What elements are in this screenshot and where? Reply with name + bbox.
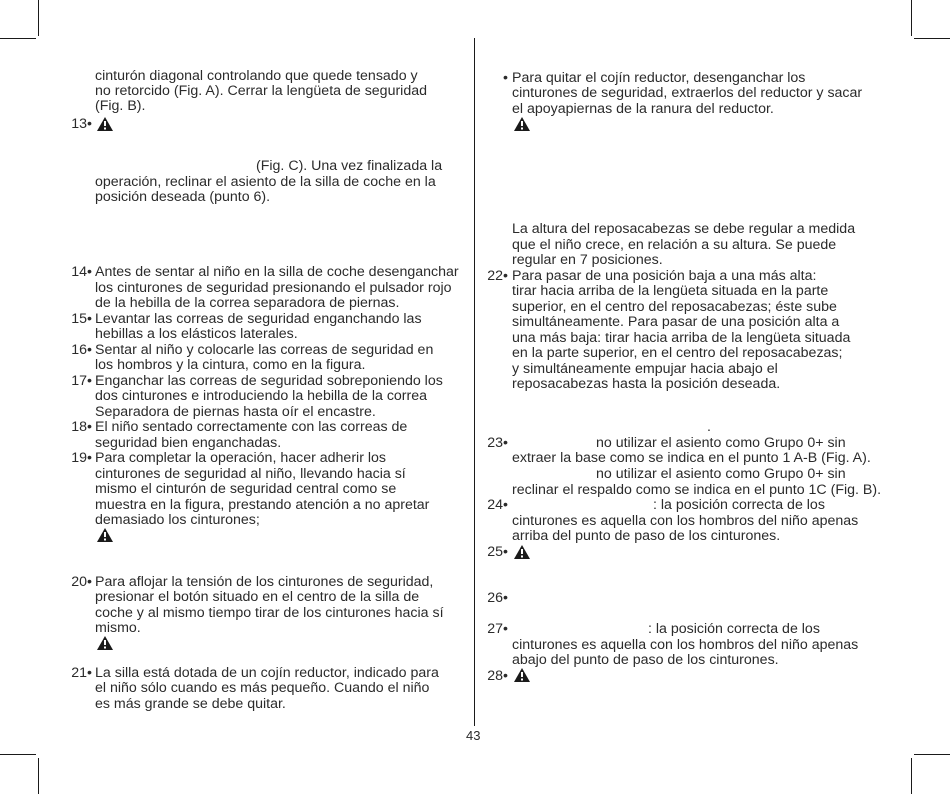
item-number: 19• — [71, 450, 92, 466]
item-number: 14• — [71, 264, 92, 280]
warning-icon — [514, 668, 530, 682]
text-line: cinturones de seguridad al niño, llevando hacia sí — [95, 466, 406, 482]
crop-mark-bottom-right-v — [911, 758, 912, 794]
text-line: es más grande se debe quitar. — [95, 696, 286, 712]
text-line: coche y al mismo tiempo tirar de los cinturones hacia sí — [95, 605, 444, 621]
text-line: superior, en el centro del reposacabezas; éste sube — [512, 299, 837, 315]
text-line: : la posición correcta de los — [648, 621, 820, 637]
text-line: demasiado los cinturones; — [95, 512, 260, 528]
text-line: reposacabezas hasta la posición deseada. — [512, 376, 781, 392]
warning-icon — [97, 528, 113, 542]
crop-mark-bottom-left-h — [0, 754, 36, 755]
text-line: y simultáneamente empujar hacia abajo el — [512, 361, 778, 377]
text-line: : la posición correcta de los — [653, 497, 825, 513]
text-line: Para completar la operación, hacer adherir los — [95, 450, 386, 466]
text-line: presionar el botón situado en el centro de la silla de — [95, 589, 420, 605]
bullet: • — [503, 70, 508, 86]
item-number: 16• — [71, 342, 92, 358]
text-line: muestra en la figura, prestando atención a no apretar — [95, 497, 430, 513]
text-line: en la parte superior, en el centro del reposacabezas; — [512, 345, 843, 361]
text-line: cinturones de seguridad, extraerlos del reductor y sacar — [512, 85, 863, 101]
text-line: no retorcido (Fig. A). Cerrar la lengüeta de seguridad — [95, 83, 428, 99]
item-number: 21• — [71, 665, 92, 681]
item-number: 13• — [71, 116, 92, 132]
text-line: una más baja: tirar hacia arriba de la lengüeta situada — [512, 330, 851, 346]
warning-icon — [514, 117, 530, 131]
text-line: tirar hacia arriba de la lengüeta situada en la parte — [512, 283, 829, 299]
crop-mark-top-right-v — [911, 0, 912, 36]
text-line: Para quitar el cojín reductor, desenganchar los — [512, 70, 806, 86]
text-line: Levantar las correas de seguridad enganchando las — [95, 311, 422, 327]
text-line: hebillas a los elásticos laterales. — [95, 326, 298, 342]
text-line: El niño sentado correctamente con las correas de — [95, 419, 408, 435]
text-line: abajo del punto de paso de los cinturones. — [512, 652, 779, 668]
column-divider — [474, 38, 475, 726]
text-line: cinturones es aquella con los hombros del niño apenas — [512, 513, 859, 529]
warning-icon — [514, 545, 530, 559]
crop-mark-top-left-h — [0, 38, 36, 39]
text-line: extraer la base como se indica en el punto 1 A-B (Fig. A). — [512, 450, 871, 466]
text-line: reclinar el respaldo como se indica en el punto 1C (Fig. B). — [512, 482, 882, 498]
text-line: Enganchar las correas de seguridad sobreponiendo los — [95, 373, 443, 389]
text-line: el apoyapiernas de la ranura del reductor. — [512, 101, 774, 117]
crop-mark-bottom-right-h — [914, 754, 950, 755]
item-number: 24• — [487, 497, 508, 513]
text-line: posición deseada (punto 6). — [95, 189, 271, 205]
item-number: 28• — [487, 668, 508, 684]
text-line: cinturón diagonal controlando que quede tensado y — [95, 68, 418, 84]
text-line: dos cinturones e introduciendo la hebilla de la correa — [95, 388, 428, 404]
text-line: La silla está dotada de un cojín reductor, indicado para — [95, 665, 439, 681]
crop-mark-top-right-h — [914, 38, 950, 39]
text-line: La altura del reposacabezas se debe regular a medida — [512, 221, 856, 237]
text-line: Para aflojar la tensión de los cinturones de seguridad, — [95, 574, 434, 590]
text-line: los cinturones de seguridad presionando el pulsador rojo — [95, 280, 452, 296]
text-line: no utilizar el asiento como Grupo 0+ sin — [596, 435, 846, 451]
item-number: 26• — [487, 590, 508, 606]
text-line: operación, reclinar el asiento de la silla de coche en la — [95, 174, 436, 190]
crop-mark-bottom-left-v — [38, 758, 39, 794]
text-line: mismo. — [95, 620, 141, 636]
item-number: 27• — [487, 621, 508, 637]
page-number: 43 — [466, 728, 481, 743]
text-line: no utilizar el asiento como Grupo 0+ sin — [596, 466, 846, 482]
item-number: 25• — [487, 544, 508, 560]
item-number: 17• — [71, 373, 92, 389]
text-line: simultáneamente. Para pasar de una posición alta a — [512, 314, 840, 330]
item-number: 18• — [71, 419, 92, 435]
warning-icon — [97, 636, 113, 650]
text-line: mismo el cinturón de seguridad central como se — [95, 481, 397, 497]
text-line: regular en 7 posiciones. — [512, 252, 663, 268]
text-line: cinturones es aquella con los hombros del niño apenas — [512, 637, 859, 653]
text-line: que el niño crece, en relación a su altura. Se puede — [512, 237, 837, 253]
text-line: Antes de sentar al niño en la silla de coche desenganchar — [95, 264, 459, 280]
text-line: arriba del punto de paso de los cinturones. — [512, 528, 781, 544]
text-line: los hombros y la cintura, como en la figura. — [95, 357, 366, 373]
text-line: el niño sólo cuando es más pequeño. Cuando el niño — [95, 680, 430, 696]
warning-icon — [97, 117, 113, 131]
item-number: 20• — [71, 574, 92, 590]
text-line: (Fig. B). — [95, 98, 146, 114]
item-number: 23• — [487, 435, 508, 451]
text-line: Sentar al niño y colocarle las correas de seguridad en — [95, 342, 434, 358]
text-line: seguridad bien enganchadas. — [95, 435, 282, 451]
stray-period: . — [707, 419, 711, 435]
text-line: Para pasar de una posición baja a una más alta: — [512, 268, 817, 284]
text-line: de la hebilla de la correa separadora de piernas. — [95, 295, 400, 311]
text-line: (Fig. C). Una vez finalizada la — [256, 158, 443, 174]
text-line: Separadora de piernas hasta oír el encastre. — [95, 404, 376, 420]
item-number: 15• — [71, 311, 92, 327]
item-number: 22• — [487, 268, 508, 284]
crop-mark-top-left-v — [38, 0, 39, 36]
